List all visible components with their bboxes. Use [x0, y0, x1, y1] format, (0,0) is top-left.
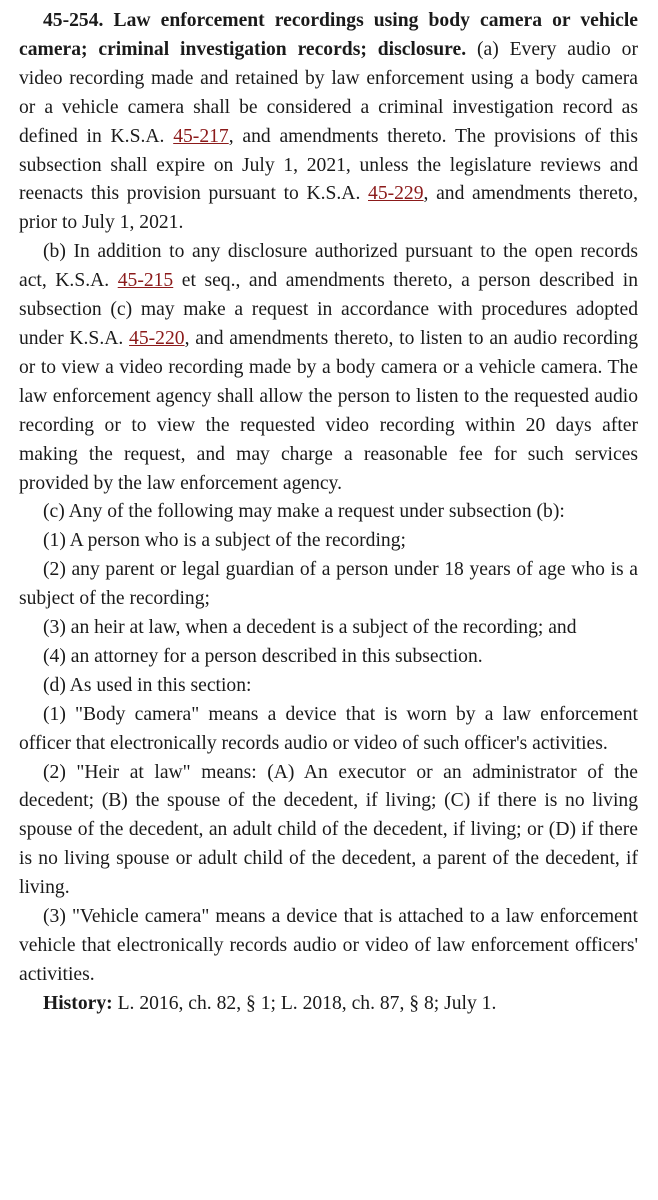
paragraph-a-text-2: , and amendments thereto. The provisions of this subsection shall expire on July 1, 2021, unless the legislature reviews and reenacts this provision pursuant to K.S.A. — [19, 125, 638, 205]
paragraph-b — [19, 238, 638, 498]
statute-link-45-215[interactable]: 45-215 — [117, 270, 174, 292]
statute-link-45-217[interactable]: 45-217 — [173, 125, 229, 147]
paragraph-a-text-3: , and amendments thereto, prior to July 1, 2021. — [19, 183, 638, 234]
paragraph-c-2: (2) any parent or legal guardian of a person under 18 years of age who is a subject of the recording; — [19, 559, 638, 610]
paragraph-d-2: (2) "Heir at law" means: (A) An executor or an administrator of the decedent; (B) the spouse of the decedent, if living; (C) if there is no living spouse of the decedent, an adult child of the decedent, if living; or (D) if there is no living spouse or adult child of the decedent, a parent of the decedent, if living. — [19, 761, 638, 899]
paragraph-c-1: (1) A person who is a subject of the recording; — [43, 530, 406, 552]
paragraph-c: (c) Any of the following may make a request under subsection (b): — [43, 501, 565, 523]
paragraph-b-text-3: , and amendments thereto, to listen to an audio recording or to view a video recording made by a body camera or a vehicle camera. The law enforcement agency shall allow the person to listen to the requested audio recording or to view the requested video recording within 20 days after making the request, and may charge a reasonable fee for such services provided by the law enforcement agency. — [19, 327, 638, 494]
history — [19, 990, 638, 1019]
history-label: History: — [43, 992, 113, 1014]
paragraph-c-4: (4) an attorney for a person described in this subsection. — [43, 645, 483, 667]
section-title: Law enforcement recordings using body camera or vehicle camera; criminal investigation records; disclosure. — [19, 10, 638, 60]
statute-link-45-220[interactable]: 45-220 — [129, 327, 185, 349]
paragraph-b-text-2: et seq., and amendments thereto, a person described in subsection (c) may make a request in accordance with procedures adopted under K.S.A. — [19, 270, 638, 349]
history-text: L. 2016, ch. 82, § 1; L. 2018, ch. 87, § 8; July 1. — [117, 992, 497, 1014]
paragraph-a — [19, 7, 638, 238]
paragraph-a-label: (a) — [476, 38, 499, 60]
paragraph-d: (d) As used in this section: — [43, 674, 252, 696]
paragraph-b-text-1: (b) In addition to any disclosure authorized pursuant to the open records act, K.S.A. — [19, 241, 638, 292]
paragraph-a-text-1: Every audio or video recording made and retained by law enforcement using a body camera or a vehicle camera shall be considered a criminal investigation record as defined in K.S.A. — [19, 38, 638, 147]
paragraph-d-1: (1) "Body camera" means a device that is worn by a law enforcement officer that electronically records audio or video of such officer's activities. — [19, 703, 638, 754]
paragraph-d-3: (3) "Vehicle camera" means a device that is attached to a law enforcement vehicle that electronically records audio or video of law enforcement officers' activities. — [19, 906, 638, 985]
section-number: 45-254. — [43, 10, 104, 31]
paragraph-c-3: (3) an heir at law, when a decedent is a subject of the recording; and — [43, 617, 577, 639]
statute-link-45-229[interactable]: 45-229 — [368, 183, 424, 205]
